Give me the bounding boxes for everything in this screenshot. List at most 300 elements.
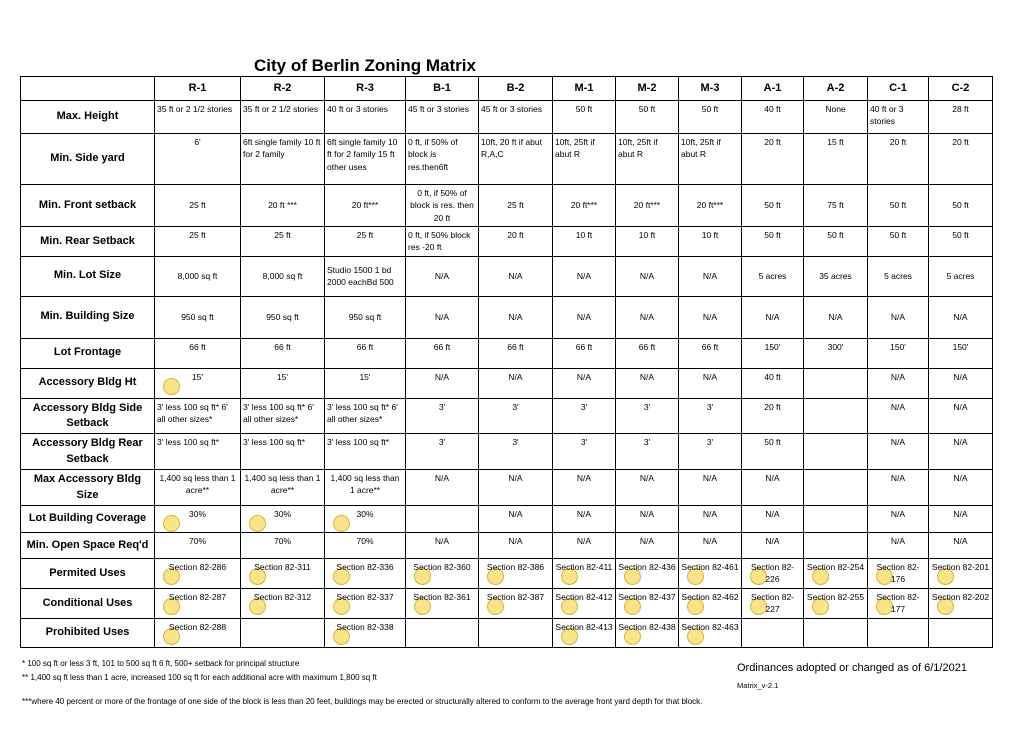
cell-value: N/A [702, 508, 718, 519]
table-cell [679, 101, 742, 134]
table-cell [325, 505, 406, 532]
cell-value: 950 sq ft [266, 311, 299, 322]
cell-value: N/A [765, 473, 780, 484]
table-cell [616, 101, 679, 134]
table-cell [479, 470, 553, 506]
cell-value: 50 ft [764, 437, 781, 448]
table-cell [325, 532, 406, 558]
row-label: Max. Height [21, 101, 155, 134]
table-cell [616, 398, 679, 434]
cell-value: Section 82-412 [555, 591, 613, 602]
cell-value: Section 82-386 [486, 561, 545, 572]
cell-value: Section 82-312 [253, 591, 312, 602]
cell-value: 3' [438, 401, 446, 412]
table-cell [679, 618, 742, 647]
cell-value: 50 ft [575, 104, 593, 114]
table-cell [679, 532, 742, 558]
page-title: City of Berlin Zoning Matrix [254, 56, 476, 75]
table-cell [742, 368, 804, 398]
cell-value: N/A [508, 311, 523, 322]
cell-value: N/A [639, 270, 655, 281]
cell-value: N/A [702, 535, 718, 546]
table-cell [868, 434, 929, 470]
table-cell [804, 368, 868, 398]
cell-value: 50 ft [827, 229, 844, 240]
cell-value: 150' [890, 341, 906, 352]
table-cell [679, 434, 742, 470]
table-row [21, 134, 993, 185]
cell-value: 50 ft [701, 104, 719, 114]
cell-value: 5 acres [758, 270, 787, 281]
cell-value: N/A [576, 311, 592, 322]
row-label: Min. Front setback [21, 185, 155, 227]
cell-value: N/A [765, 508, 780, 519]
table-cell [929, 558, 993, 588]
table-cell [868, 618, 929, 647]
cell-value: 45 ft or 3 stories [481, 104, 542, 114]
table-cell [616, 338, 679, 368]
table-cell [868, 134, 929, 185]
table-cell [325, 101, 406, 134]
cell-value: Section 82-437 [618, 591, 676, 602]
table-cell [553, 101, 616, 134]
cell-value: N/A [508, 270, 523, 281]
table-cell [616, 558, 679, 588]
cell-value: 75 ft [827, 200, 844, 211]
table-cell [325, 470, 406, 506]
table-cell [616, 368, 679, 398]
cell-value: N/A [434, 311, 450, 322]
table-cell [325, 398, 406, 434]
table-cell [479, 256, 553, 296]
table-cell [804, 532, 868, 558]
cell-value: 30% [188, 508, 206, 519]
cell-value: N/A [953, 535, 968, 546]
table-cell [325, 368, 406, 398]
cell-value: Section 82-255 [806, 591, 865, 602]
cell-value: Section 82-461 [681, 561, 739, 572]
table-cell [553, 256, 616, 296]
table-row [21, 226, 993, 256]
cell-value: 66 ft [356, 341, 374, 352]
cell-value: 0 ft, if 50% block res -20 ft [408, 229, 471, 253]
cell-value: N/A [434, 270, 450, 281]
cell-value: N/A [890, 473, 906, 484]
table-cell [929, 226, 993, 256]
table-cell [929, 296, 993, 338]
cell-value: 3' [512, 437, 519, 448]
table-cell [241, 368, 325, 398]
table-cell [479, 226, 553, 256]
table-cell [155, 398, 241, 434]
row-label: Accessory Bldg Rear Setback [21, 434, 155, 470]
cell-value: 8,000 sq ft [177, 270, 218, 281]
table-cell [553, 185, 616, 227]
cell-value: N/A [576, 508, 592, 519]
table-cell [616, 505, 679, 532]
cell-value: Section 82-438 [618, 621, 676, 632]
row-label: Lot Building Coverage [21, 505, 155, 532]
table-cell [325, 134, 406, 185]
table-cell [616, 296, 679, 338]
cell-value: 0 ft, if 50% of block is res. then 20 ft [410, 188, 474, 223]
cell-value: N/A [508, 473, 523, 484]
cell-value: 35 acres [819, 270, 852, 281]
table-cell [804, 505, 868, 532]
cell-value: 10 ft [575, 229, 593, 240]
table-row [21, 470, 993, 506]
table-cell [804, 226, 868, 256]
table-cell [479, 558, 553, 588]
table-cell [742, 558, 804, 588]
table-cell [616, 185, 679, 227]
cell-value: N/A [702, 311, 718, 322]
table-row [21, 398, 993, 434]
row-label: Min. Lot Size [21, 256, 155, 296]
table-cell [155, 134, 241, 185]
cell-value: Section 82-226 [751, 561, 794, 585]
cell-value: N/A [890, 371, 906, 382]
table-cell [325, 434, 406, 470]
cell-value: 50 ft [889, 200, 907, 211]
table-cell [868, 101, 929, 134]
cell-value: N/A [890, 311, 906, 322]
cell-value: 6ft single family 10 ft for 2 family 15 ft other uses [327, 137, 398, 172]
table-cell [929, 505, 993, 532]
table-cell [325, 558, 406, 588]
highlight-marker [333, 515, 350, 532]
column-header: R-2 [241, 77, 325, 101]
cell-value: 40 ft [764, 371, 781, 382]
table-cell [155, 185, 241, 227]
row-label: Accessory Bldg Ht [21, 368, 155, 398]
table-cell [479, 338, 553, 368]
cell-value: 10ft, 25ft if abut R [681, 137, 721, 160]
table-cell [553, 134, 616, 185]
table-cell [868, 296, 929, 338]
table-cell [479, 532, 553, 558]
row-label: Min. Open Space Req'd [21, 532, 155, 558]
cell-value: 15' [191, 371, 204, 382]
cell-value: N/A [639, 508, 655, 519]
cell-value: Section 82-336 [336, 561, 394, 572]
cell-value: 1,400 sq less than 1 acre** [159, 473, 236, 496]
cell-value: Section 82-254 [806, 561, 865, 572]
cell-value: 15' [276, 371, 289, 382]
table-cell [406, 558, 479, 588]
cell-value: Section 82-338 [336, 621, 394, 632]
table-cell [679, 226, 742, 256]
cell-value: Section 82-288 [168, 621, 227, 632]
cell-value: N/A [576, 535, 592, 546]
table-cell [804, 470, 868, 506]
table-cell [742, 470, 804, 506]
cell-value: 1,400 sq less than 1 acre** [330, 473, 400, 496]
table-cell [155, 434, 241, 470]
table-cell [616, 434, 679, 470]
cell-value: 950 sq ft [348, 311, 382, 322]
cell-value: N/A [639, 311, 655, 322]
cell-value: N/A [434, 473, 450, 484]
table-cell [804, 185, 868, 227]
table-cell [155, 532, 241, 558]
table-cell [868, 505, 929, 532]
table-cell [929, 532, 993, 558]
table-cell [406, 470, 479, 506]
column-header: M-3 [679, 77, 742, 101]
table-cell [868, 256, 929, 296]
table-cell [742, 398, 804, 434]
cell-value: 1,400 sq less than 1 acre** [244, 473, 321, 496]
table-cell [155, 558, 241, 588]
table-cell [742, 338, 804, 368]
footnote-3: ***where 40 percent or more of the frontage of one side of the block is less than 20 feet, buildings may be erected or structurally altered to conform to the average front yard depth for that block. [22, 697, 703, 706]
table-cell [241, 101, 325, 134]
table-cell [241, 296, 325, 338]
cell-value: 8,000 sq ft [262, 270, 303, 281]
table-cell [742, 434, 804, 470]
table-cell [241, 558, 325, 588]
cell-value: 150' [952, 341, 969, 352]
cell-value: None [825, 104, 846, 114]
cell-value: 30% [273, 508, 291, 519]
cell-value: 20 ft*** [696, 200, 724, 211]
table-cell [616, 618, 679, 647]
cell-value: 15' [359, 371, 371, 382]
table-cell [742, 256, 804, 296]
cell-value: 70% [273, 535, 291, 546]
cell-value: N/A [508, 371, 523, 382]
column-header: A-1 [742, 77, 804, 101]
table-cell [479, 434, 553, 470]
cell-value: 10ft, 20 ft if abut R,A,C [481, 137, 542, 160]
column-header: R-1 [155, 77, 241, 101]
table-cell [679, 588, 742, 618]
table-cell [406, 101, 479, 134]
cell-value: 66 ft [507, 341, 524, 352]
table-row [21, 368, 993, 398]
cell-value: 25 ft [507, 200, 524, 211]
cell-value: 6ft single family 10 ft for 2 family [243, 137, 321, 160]
cell-value: 3' [580, 437, 588, 448]
cell-value: Section 82-227 [751, 591, 794, 615]
cell-value: 28 ft [952, 104, 969, 114]
cell-value: 3' less 100 sq ft* 6' all other sizes* [243, 401, 314, 424]
table-cell [241, 470, 325, 506]
table-cell [406, 434, 479, 470]
ordinances-note: Ordinances adopted or changed as of 6/1/2021 [737, 662, 967, 674]
cell-value: Section 82-462 [681, 591, 739, 602]
table-cell [553, 398, 616, 434]
column-header: B-2 [479, 77, 553, 101]
table-cell [155, 470, 241, 506]
cell-value: 3' [706, 437, 714, 448]
table-cell [553, 338, 616, 368]
table-cell [929, 618, 993, 647]
cell-value: 40 ft or 3 stories [870, 104, 904, 127]
table-cell [325, 296, 406, 338]
table-cell [929, 368, 993, 398]
cell-value: 30% [356, 508, 374, 519]
table-row [21, 618, 993, 647]
table-cell [679, 470, 742, 506]
column-header: R-3 [325, 77, 406, 101]
cell-value: 20 ft*** [633, 200, 661, 211]
cell-value: N/A [576, 270, 592, 281]
table-cell [241, 398, 325, 434]
table-row [21, 185, 993, 227]
cell-value: N/A [639, 473, 655, 484]
table-row [21, 532, 993, 558]
table-cell [406, 185, 479, 227]
cell-value: 3' [580, 401, 588, 412]
footnote-2: ** 1,400 sq ft less than 1 acre, increased 100 sq ft for each additional acre with maximum 1,800 sq ft [22, 673, 377, 682]
cell-value: N/A [702, 371, 718, 382]
cell-value: 3' less 100 sq ft* [327, 437, 390, 448]
row-label: Prohibited Uses [21, 618, 155, 647]
cell-value: 3' less 100 sq ft* [243, 437, 306, 448]
cell-value: 20 ft *** [268, 200, 297, 211]
table-cell [742, 618, 804, 647]
cell-value: N/A [702, 270, 718, 281]
table-cell [553, 505, 616, 532]
table-cell [616, 256, 679, 296]
cell-value: 950 sq ft [181, 311, 214, 322]
table-cell [742, 505, 804, 532]
table-cell [406, 256, 479, 296]
cell-value: 20 ft [889, 137, 907, 147]
zoning-matrix-table [20, 76, 993, 648]
table-cell [929, 185, 993, 227]
table-cell [804, 618, 868, 647]
table-cell [241, 588, 325, 618]
row-label: Conditional Uses [21, 588, 155, 618]
cell-value: 66 ft [274, 341, 291, 352]
row-label: Permited Uses [21, 558, 155, 588]
cell-value: 25 ft [356, 229, 374, 240]
cell-value: 50 ft [764, 229, 781, 240]
cell-value: Section 82-337 [336, 591, 394, 602]
table-cell [868, 470, 929, 506]
cell-value: 3' [643, 437, 651, 448]
table-cell [406, 134, 479, 185]
table-cell [742, 185, 804, 227]
row-label: Min. Building Size [21, 296, 155, 338]
cell-value: 3' less 100 sq ft* 6' all other sizes* [157, 401, 228, 424]
table-cell [868, 185, 929, 227]
cell-value: N/A [890, 401, 906, 412]
table-cell [804, 434, 868, 470]
cell-value: N/A [508, 508, 523, 519]
cell-value: Studio 1500 1 bd 2000 eachBd 500 [327, 264, 394, 288]
table-cell [553, 618, 616, 647]
table-row [21, 505, 993, 532]
cell-value: Section 82-411 [555, 561, 613, 572]
table-cell [479, 398, 553, 434]
table-cell [241, 618, 325, 647]
cell-value: Section 82-286 [168, 561, 227, 572]
table-cell [325, 588, 406, 618]
cell-value: 3' less 100 sq ft* [157, 437, 220, 448]
table-cell [616, 134, 679, 185]
table-cell [241, 505, 325, 532]
table-cell [241, 532, 325, 558]
cell-value: N/A [434, 535, 450, 546]
table-cell [325, 185, 406, 227]
table-cell [155, 338, 241, 368]
cell-value: 3' [643, 401, 651, 412]
table-cell [241, 134, 325, 185]
cell-value: N/A [953, 473, 968, 484]
cell-value: 10 ft [701, 229, 719, 240]
table-cell [804, 101, 868, 134]
table-cell [679, 134, 742, 185]
table-cell [479, 588, 553, 618]
cell-value: N/A [639, 535, 655, 546]
table-cell [742, 101, 804, 134]
cell-value: N/A [953, 508, 968, 519]
table-cell [616, 532, 679, 558]
table-cell [742, 296, 804, 338]
table-cell [868, 588, 929, 618]
cell-value: 50 ft [889, 229, 907, 240]
table-cell [868, 338, 929, 368]
cell-value: Section 82-413 [555, 621, 613, 632]
table-cell [479, 618, 553, 647]
cell-value: 10ft, 25ft if abut R [555, 137, 595, 160]
cell-value: N/A [765, 535, 780, 546]
table-cell [553, 368, 616, 398]
cell-value: 66 ft [433, 341, 451, 352]
cell-value: N/A [639, 371, 655, 382]
table-row [21, 101, 993, 134]
cell-value: N/A [953, 371, 968, 382]
table-cell [553, 532, 616, 558]
table-cell [804, 588, 868, 618]
cell-value: 20 ft [764, 137, 781, 147]
table-row [21, 338, 993, 368]
table-cell [155, 101, 241, 134]
table-cell [679, 398, 742, 434]
table-cell [406, 296, 479, 338]
cell-value: Section 82-287 [168, 591, 227, 602]
table-cell [742, 226, 804, 256]
table-cell [553, 588, 616, 618]
header-corner [21, 77, 155, 101]
cell-value: 50 ft [764, 200, 781, 211]
cell-value: 35 ft or 2 1/2 stories [157, 104, 233, 114]
version-label: Matrix_v-2.1 [737, 681, 779, 690]
table-cell [868, 532, 929, 558]
table-cell [929, 588, 993, 618]
cell-value: 25 ft [274, 229, 291, 240]
cell-value: 3' [438, 437, 446, 448]
cell-value: Section 82-177 [876, 591, 920, 615]
cell-value: 66 ft [575, 341, 593, 352]
table-cell [479, 134, 553, 185]
cell-value: 25 ft [189, 200, 206, 211]
table-cell [241, 256, 325, 296]
table-cell [929, 398, 993, 434]
cell-value: 45 ft or 3 stories [408, 104, 469, 114]
table-cell [241, 185, 325, 227]
table-cell [553, 470, 616, 506]
row-label: Accessory Bldg Side Setback [21, 398, 155, 434]
table-cell [868, 398, 929, 434]
table-cell [804, 398, 868, 434]
cell-value: 6' [194, 137, 201, 147]
cell-value: 0 ft, if 50% of block is res.then6ft [408, 137, 458, 172]
